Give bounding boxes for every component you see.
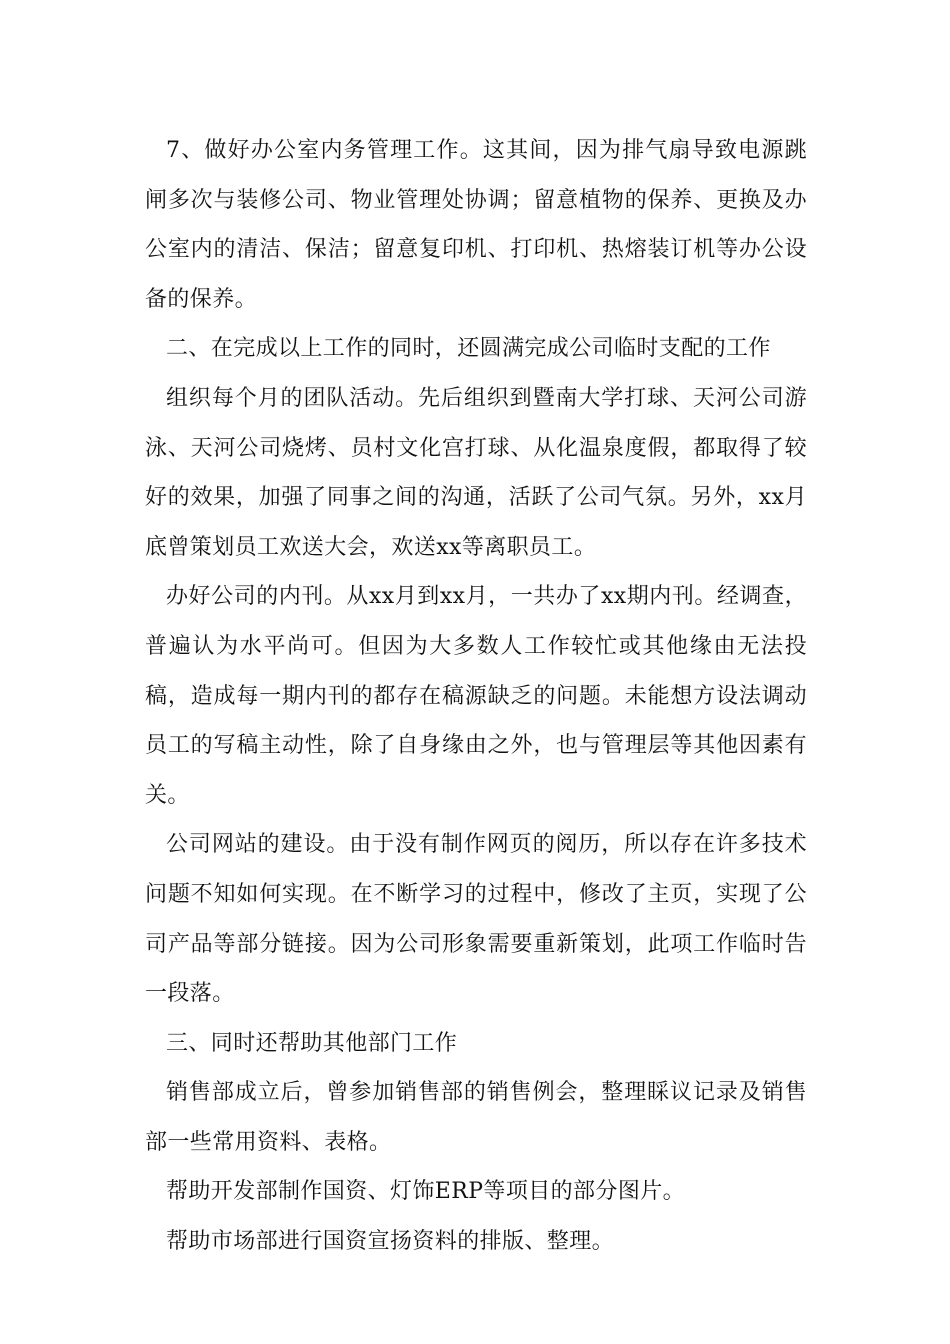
paragraph-sales-department: 销售部成立后，曾参加销售部的销售例会，整理睬议记录及销售部一些常用资料、表格。 <box>145 1080 807 1155</box>
paragraph-internal-magazine: 办好公司的内刊。从xx月到xx月，一共办了xx期内刊。经调查，普遍认为水平尚可。但因为大多数人工作较忙或其他缘由无法投稿，造成每一期内刊的都存在稿源缺乏的问题。未能想方设法调动员工的写稿主动性，除了自身缘由之外，也与管理层等其他因素有关。 <box>145 584 807 808</box>
section-heading-help-other-departments: 三、同时还帮助其他部门工作 <box>166 1030 458 1056</box>
paragraph-company-website: 公司网站的建设。由于没有制作网页的阅历，所以存在许多技术问题不知如何实现。在不断学习的过程中，修改了主页，实现了公司产品等部分链接。因为公司形象需要重新策划，此项工作临时告一段落。 <box>145 832 807 1007</box>
paragraph-team-activities: 组织每个月的团队活动。先后组织到暨南大学打球、天河公司游泳、天河公司烧烤、员村文化宫打球、从化温泉度假，都取得了较好的效果，加强了同事之间的沟通，活跃了公司气氛。另外，xx月底曾策划员工欢送大会，欢送xx等离职员工。 <box>145 385 807 560</box>
paragraph-office-management: 7、做好办公室内务管理工作。这其间，因为排气扇导致电源跳闸多次与装修公司、物业管理处协调；留意植物的保养、更换及办公室内的清洁、保洁；留意复印机、打印机、热熔装订机等办公设备的保养。 <box>145 138 807 312</box>
paragraph-development-department: 帮助开发部制作国资、灯饰ERP等项目的部分图片。 <box>166 1179 686 1205</box>
paragraph-marketing-department: 帮助市场部进行国资宣扬资料的排版、整理。 <box>166 1229 615 1255</box>
document-body <box>145 126 807 1267</box>
section-heading-temporary-work: 二、在完成以上工作的同时，还圆满完成公司临时支配的工作 <box>166 336 771 362</box>
